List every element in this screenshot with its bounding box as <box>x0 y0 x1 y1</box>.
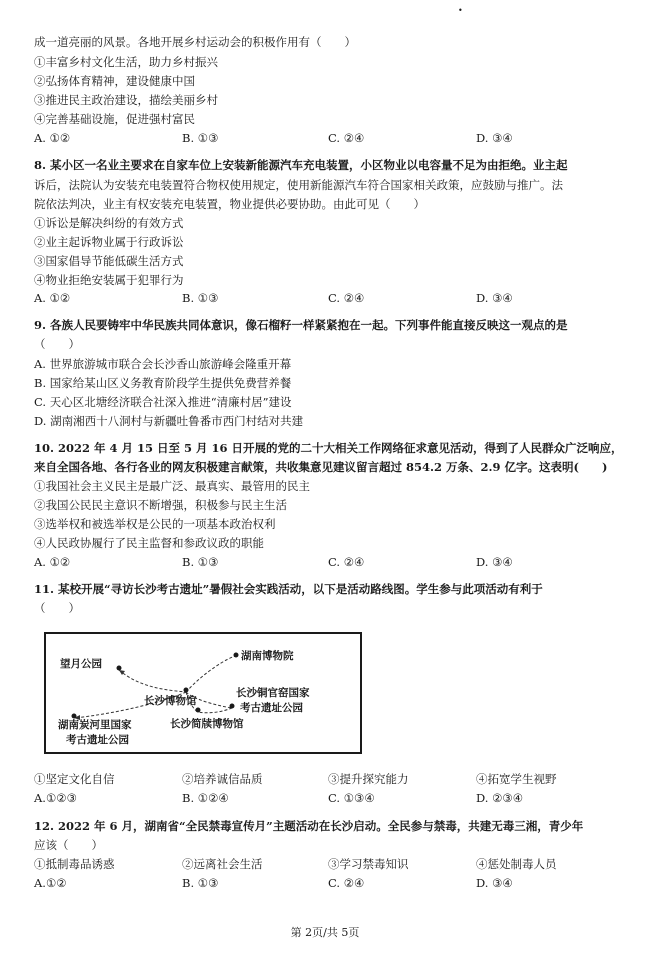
option-b[interactable]: B. ①③ <box>182 291 219 305</box>
q8-choice: ②业主起诉物业属于行政诉讼 <box>34 235 184 249</box>
option-b[interactable]: B. ①③ <box>182 555 219 569</box>
option-c[interactable]: C. ①③④ <box>328 791 375 805</box>
q9-stem: （ ） <box>34 337 80 351</box>
page-number: 第 2页/共 5页 <box>290 926 360 939</box>
q11-choice: ④拓宽学生视野 <box>476 772 557 786</box>
q9-stem: 9. 各族人民要铸牢中华民族共同体意识，像石榴籽一样紧紧抱在一起。下列事件能直接反映这一观点的是 <box>34 318 568 332</box>
route-hunan-museum <box>186 656 236 692</box>
pin-jiandu <box>196 708 201 713</box>
intro-choice: ③推进民主政治建设，描绘美丽乡村 <box>34 93 218 107</box>
q9-option-b[interactable]: B. 国家给某山区义务教育阶段学生提供免费营养餐 <box>34 376 292 390</box>
q8-choice: ①诉讼是解决纠纷的有效方式 <box>34 216 184 230</box>
q9-option-c[interactable]: C. 天心区北塘经济联合社深入推进“清廉村居”建设 <box>34 395 292 409</box>
option-c[interactable]: C. ②④ <box>328 291 365 305</box>
option-b[interactable]: B. ①③ <box>182 876 219 890</box>
q12-choices <box>34 856 594 872</box>
q10-choice: ④人民政协履行了民主监督和参政议政的职能 <box>34 536 264 550</box>
q11-stem: 11. 某校开展“寻访长沙考古遗址”暑假社会实践活动，以下是活动路线图。学生参与此项活动有利于 <box>34 582 543 596</box>
option-c[interactable]: C. ②④ <box>328 555 365 569</box>
option-b[interactable]: B. ①②④ <box>182 791 229 805</box>
option-a[interactable]: A.①② <box>34 876 67 890</box>
pin-wangyue <box>117 666 122 671</box>
q8-choice: ③国家倡导节能低碳生活方式 <box>34 254 184 268</box>
intro-choice: ④完善基础设施，促进强村富民 <box>34 112 195 126</box>
map-label-hunan-museum: 湖南博物院 <box>241 650 294 662</box>
q8-choice: ④物业拒绝安装属于犯罪行为 <box>34 273 184 287</box>
pin-changsha-museum <box>184 688 189 693</box>
q12-choice: ④惩处制毒人员 <box>476 857 557 871</box>
route-jiandu-tongguan <box>198 708 232 713</box>
q12-choice: ①抵制毒品诱惑 <box>34 857 115 871</box>
option-c[interactable]: C. ②④ <box>328 876 365 890</box>
scan-mark: • <box>458 6 463 15</box>
q12-choice: ③学习禁毒知识 <box>328 857 409 871</box>
route-map <box>44 632 362 754</box>
map-label-changsha-museum: 长沙博物馆 <box>144 695 197 707</box>
q11-options <box>34 790 594 806</box>
option-d[interactable]: D. ③④ <box>476 131 513 145</box>
q12-options <box>34 875 594 891</box>
map-label-tanheli: 考古遗址公园 <box>66 734 129 746</box>
q11-choices <box>34 771 594 787</box>
q11-choice: ②培养诚信品质 <box>182 772 263 786</box>
option-a[interactable]: A. ①② <box>34 291 71 305</box>
q8-stem: 8. 某小区一名业主要求在自家车位上安装新能源汽车充电装置，小区物业以电容量不足为由拒绝。业主起 <box>34 158 568 172</box>
q8-stem: 院依法判决，业主有权安装充电装置，物业提供必要协助。由此可见（ ） <box>34 197 425 211</box>
map-label-jiandu: 长沙简牍博物馆 <box>170 718 244 730</box>
option-b[interactable]: B. ①③ <box>182 131 219 145</box>
option-d[interactable]: D. ③④ <box>476 555 513 569</box>
q8-options <box>34 290 594 306</box>
q10-stem: 10. 2022 年 4 月 15 日至 5 月 16 日开展的党的二十大相关工作网络征求意见活动，得到了人民群众广泛响应， <box>34 441 623 455</box>
option-c[interactable]: C. ②④ <box>328 131 365 145</box>
q9-option-a[interactable]: A. 世界旅游城市联合会长沙香山旅游峰会隆重开幕 <box>34 357 292 371</box>
option-a[interactable]: A.①②③ <box>34 791 77 805</box>
map-label-wangyue: 望月公园 <box>60 658 102 670</box>
route-arrows <box>74 670 125 720</box>
option-d[interactable]: D. ③④ <box>476 876 513 890</box>
pin-tongguan <box>230 704 235 709</box>
q12-choice: ②远离社会生活 <box>182 857 263 871</box>
intro-choice: ②弘扬体育精神，建设健康中国 <box>34 74 195 88</box>
q8-stem: 诉后，法院认为安装充电装置符合物权使用规定，使用新能源汽车符合国家相关政策，应鼓励与推广。法 <box>34 178 563 192</box>
map-label-tanheli: 湖南炭河里国家 <box>58 719 132 731</box>
intro-line: 成一道亮丽的风景。各地开展乡村运动会的积极作用有（ ） <box>34 35 356 49</box>
q10-stem: 来自全国各地、各行各业的网友积极建言献策，共收集意见建议留言超过 854.2 万条、2.9 亿字。这表明( ) <box>34 460 608 474</box>
option-a[interactable]: A. ①② <box>34 555 71 569</box>
q10-choice: ②我国公民民主意识不断增强，积极参与民主生活 <box>34 498 287 512</box>
intro-choice: ①丰富乡村文化生活，助力乡村振兴 <box>34 55 218 69</box>
option-d[interactable]: D. ③④ <box>476 291 513 305</box>
q10-choice: ①我国社会主义民主是最广泛、最真实、最管用的民主 <box>34 479 310 493</box>
pin-tanheli <box>72 714 77 719</box>
q12-stem: 应该（ ） <box>34 838 103 852</box>
pin-hunan-museum <box>234 653 239 658</box>
option-d[interactable]: D. ②③④ <box>476 791 524 805</box>
intro-options <box>34 130 594 146</box>
q10-choice: ③选举权和被选举权是公民的一项基本政治权利 <box>34 517 276 531</box>
map-label-tongguan: 考古遗址公园 <box>240 702 303 714</box>
q12-stem: 12. 2022 年 6 月，湖南省“全民禁毒宣传月”主题活动在长沙启动。全民参与禁毒，共建无毒三湘，青少年 <box>34 819 584 833</box>
q11-choice: ①坚定文化自信 <box>34 772 115 786</box>
option-a[interactable]: A. ①② <box>34 131 71 145</box>
q11-stem: （ ） <box>34 601 80 615</box>
map-label-tongguan: 长沙铜官窑国家 <box>236 687 310 699</box>
q10-options <box>34 554 594 570</box>
q11-choice: ③提升探究能力 <box>328 772 409 786</box>
route-wangyue <box>119 670 186 692</box>
q9-option-d[interactable]: D. 湖南湘西十八洞村与新疆吐鲁番市西门村结对共建 <box>34 414 304 428</box>
